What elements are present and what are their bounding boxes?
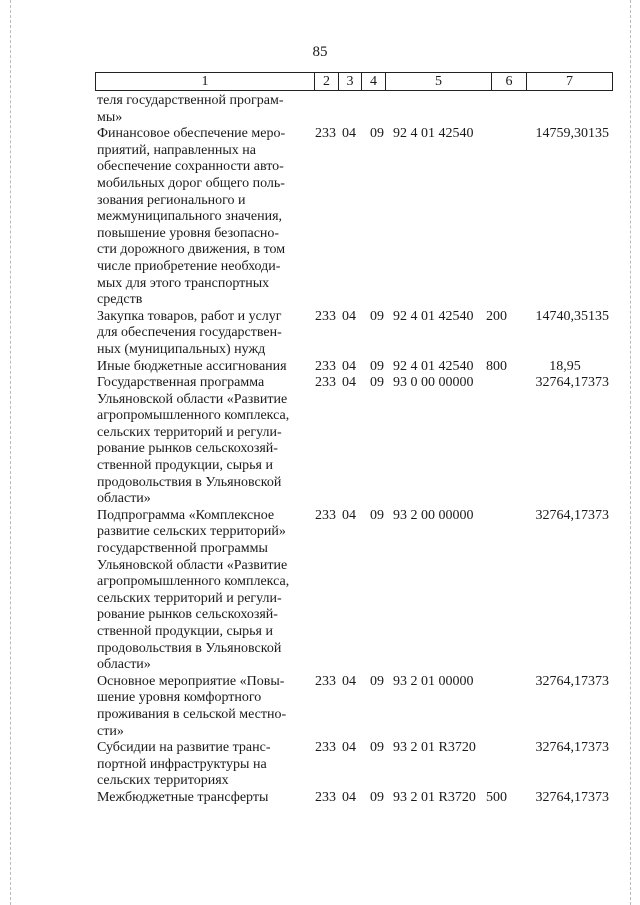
table-row [97,790,617,807]
target-article-code: 93 2 01 R3720 [393,789,476,805]
subsection-code: 09 [370,673,384,689]
column-header-1: 1 [96,73,315,91]
description-line: рование рынков сельскохозяй- [97,441,278,457]
ministry-code: 233 [315,507,336,523]
section-code: 04 [342,673,356,689]
ministry-code: 233 [315,126,336,142]
description-line: Финансовое обеспечение меро- [97,126,286,142]
description-line: области» [97,657,151,673]
column-header-2: 2 [315,73,339,91]
description-line: повышение уровня безопасно- [97,225,280,241]
target-article-code: 93 2 01 00000 [393,673,474,689]
description-line: ных (муниципальных) нужд [97,341,266,357]
column-header-3: 3 [339,73,362,91]
section-code: 04 [342,308,356,324]
description-line: Основное мероприятие «Повы- [97,673,285,689]
description-line: зования регионального и [97,192,246,208]
subsection-code: 09 [370,358,384,374]
description-line: мых для этого транспортных [97,275,270,291]
ministry-code: 233 [315,740,336,756]
description-line: Государственная программа [97,375,265,391]
budget-table-body [97,93,617,807]
amount-value: 32764,17373 [535,673,609,689]
description-line: области» [97,491,151,507]
ministry-code: 233 [315,358,336,374]
target-article-code: 93 0 00 00000 [393,375,474,391]
expense-type-code: 500 [486,789,507,805]
amount-value: 32764,17373 [535,740,609,756]
description-line: сельских территорий и регули- [97,424,282,440]
description-line: государственной программы [97,541,268,557]
left-page-edge [10,0,11,905]
row-description [97,126,305,309]
row-description [97,790,305,807]
table-row [97,740,617,790]
description-line: проживания в сельской местно- [97,706,287,722]
description-line: Иные бюджетные ассигнования [97,358,287,374]
description-line: ственной продукции, сырья и [97,624,273,639]
description-line: рование рынков сельскохозяй- [97,607,278,623]
column-header-5: 5 [386,73,492,91]
description-line: Субсидии на развитие транс- [97,740,271,756]
table-row [97,309,617,359]
description-line: мы» [97,109,123,125]
subsection-code: 09 [370,375,384,391]
section-code: 04 [342,507,356,523]
page-number: 85 [312,44,328,60]
ministry-code: 233 [315,673,336,689]
row-description [97,359,305,376]
description-line: ственной продукции, сырья и [97,458,273,474]
description-line: Подпрограмма «Комплексное [97,507,275,523]
description-line: средств [97,292,143,308]
ministry-code: 233 [315,375,336,391]
row-description [97,309,305,359]
description-line: портной инфраструктуры на [97,756,267,772]
ministry-code: 233 [315,789,336,805]
target-article-code: 92 4 01 42540 [393,126,474,142]
amount-value: 32764,17373 [535,789,609,805]
amount-value: 18,95 [549,358,581,374]
expense-type-code: 200 [486,308,507,324]
description-line: числе приобретение необходи- [97,258,281,274]
table-row [97,508,617,674]
amount-value: 14740,35135 [535,308,609,324]
description-line: межмуниципального значения, [97,209,283,225]
description-line: агропромышленного комплекса, [97,574,290,590]
target-article-code: 92 4 01 42540 [393,358,474,374]
target-article-code: 92 4 01 42540 [393,308,474,324]
subsection-code: 09 [370,126,384,142]
table-row [97,674,617,740]
description-line: Межбюджетные трансферты [97,789,269,805]
description-line: развитие сельских территорий» [97,524,286,540]
description-line: сти дорожного движения, в том [97,242,286,258]
description-line: мобильных дорог общего поль- [97,175,285,191]
table-row [97,93,617,126]
amount-value: 32764,17373 [535,375,609,391]
description-line: Закупка товаров, работ и услуг [97,308,282,324]
subsection-code: 09 [370,308,384,324]
section-code: 04 [342,375,356,391]
description-line: Ульяновской области «Развитие [97,557,288,573]
target-article-code: 93 2 00 00000 [393,507,474,523]
section-code: 04 [342,740,356,756]
section-code: 04 [342,358,356,374]
description-line: Ульяновской области «Развитие [97,391,288,407]
subsection-code: 09 [370,789,384,805]
description-line: продовольствия в Ульяновской [97,640,282,656]
subsection-code: 09 [370,740,384,756]
row-description [97,508,305,674]
column-header-4: 4 [362,73,386,91]
description-line: шение уровня комфортного [97,690,262,706]
row-description [97,740,305,790]
column-header-7: 7 [527,73,613,91]
row-description [97,375,305,508]
description-line: обеспечение сохранности авто- [97,159,284,175]
description-line: сельских территориях [97,773,229,789]
section-code: 04 [342,789,356,805]
description-line: продовольствия в Ульяновской [97,474,282,490]
subsection-code: 09 [370,507,384,523]
ministry-code: 233 [315,308,336,324]
table-row [97,359,617,376]
section-code: 04 [342,126,356,142]
table-row [97,126,617,309]
amount-value: 14759,30135 [535,126,609,142]
description-line: для обеспечения государствен- [97,325,282,341]
description-line: теля государственной програм- [97,93,284,108]
description-line: сти» [97,723,124,739]
target-article-code: 93 2 01 R3720 [393,740,476,756]
amount-value: 32764,17373 [535,507,609,523]
description-line: приятий, направленных на [97,142,256,158]
column-header-6: 6 [492,73,527,91]
row-description [97,674,305,740]
description-line: сельских территорий и регули- [97,590,282,606]
expense-type-code: 800 [486,358,507,374]
table-row [97,375,617,508]
right-page-edge [630,0,631,905]
description-line: агропромышленного комплекса, [97,408,290,424]
column-header-row [95,72,613,91]
row-description [97,93,305,126]
